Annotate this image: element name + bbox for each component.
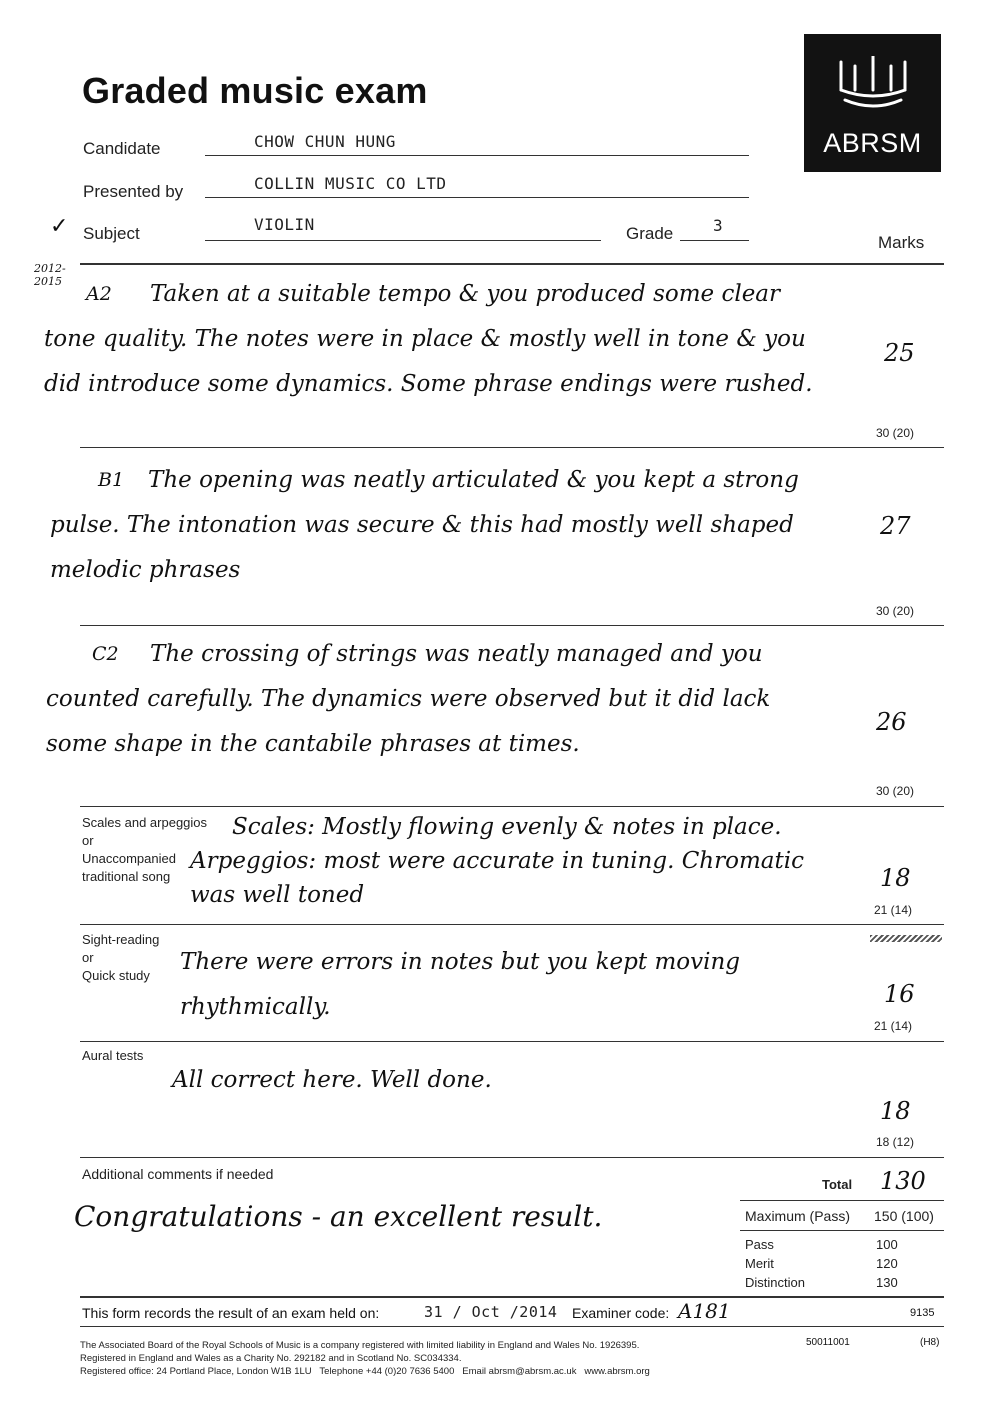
footer-divider	[80, 1296, 944, 1298]
record-text: This form records the result of an exam held on:	[82, 1305, 380, 1321]
scales-label-line-2: or	[82, 833, 94, 848]
examiner-code: A181	[678, 1299, 731, 1323]
scales-mark: 18	[880, 864, 911, 892]
additional-label: Additional comments if needed	[82, 1166, 274, 1182]
section-a-mark: 25	[884, 339, 915, 367]
abrsm-logo	[804, 34, 941, 172]
legal-line-3: Registered office: 24 Portland Place, London W1B 1LU Telephone +44 (0)20 7636 5400 Email abrsm@abrsm.ac.uk www.abrsm.org	[80, 1366, 650, 1377]
section-c-divider	[80, 806, 944, 807]
section-a-max: 30 (20)	[876, 426, 915, 440]
crown-icon	[837, 56, 909, 116]
grade-underline	[680, 240, 749, 241]
pass-value: 100	[876, 1237, 898, 1252]
version-code: (H8)	[920, 1337, 940, 1348]
maximum-label: Maximum (Pass)	[745, 1208, 851, 1224]
scales-max: 21 (14)	[874, 903, 913, 917]
maximum-divider	[740, 1230, 944, 1231]
sight-label-line-1: Sight-reading	[82, 932, 160, 947]
scales-label	[82, 814, 207, 886]
section-b-max: 30 (20)	[876, 604, 915, 618]
subject-underline	[205, 240, 601, 241]
section-a-comment: Taken at a suitable tempo & you produced some clear tone quality. The notes were in place & mostly well in tone & you did introduce some dynamics. Some phrase endings were rushed.	[44, 281, 813, 397]
sight-label	[82, 931, 159, 985]
section-a-code: A2	[86, 283, 112, 305]
logo-text: ABRSM	[823, 128, 922, 158]
section-c-comment: The crossing of strings was neatly managed and you counted carefully. The dynamics were observed but it did lack some shape in the cantabile phrases at times.	[46, 641, 771, 757]
redacted-scribble	[870, 935, 942, 942]
tick-mark: ✓	[50, 214, 69, 239]
record-divider	[80, 1326, 944, 1327]
merit-label: Merit	[745, 1256, 774, 1271]
candidate-value: CHOW CHUN HUNG	[254, 132, 396, 151]
presented-by-label: Presented by	[83, 182, 184, 201]
maximum-value: 150 (100)	[874, 1208, 934, 1224]
page-title: Graded music exam	[82, 70, 428, 111]
section-c-max: 30 (20)	[876, 784, 915, 798]
aural-label: Aural tests	[82, 1048, 144, 1063]
sight-label-line-3: Quick study	[82, 968, 150, 983]
scales-label-line-1: Scales and arpeggios	[82, 815, 208, 830]
sight-divider	[80, 1041, 944, 1042]
total-value: 130	[880, 1167, 926, 1195]
sight-label-line-2: or	[82, 950, 94, 965]
presented-by-value: COLLIN MUSIC CO LTD	[254, 174, 447, 193]
total-label: Total	[822, 1177, 853, 1192]
candidate-underline	[205, 155, 749, 156]
additional-comment: Congratulations - an excellent result.	[74, 1200, 603, 1233]
distinction-value: 130	[876, 1275, 898, 1290]
total-divider	[740, 1200, 944, 1201]
grade-label: Grade	[626, 224, 674, 243]
exam-date: 31 / Oct /2014	[424, 1303, 558, 1321]
section-b-code: B1	[98, 469, 125, 491]
aural-max: 18 (12)	[876, 1135, 915, 1149]
distinction-label: Distinction	[745, 1275, 805, 1290]
section-c-mark: 26	[876, 708, 907, 736]
section-a-divider	[80, 447, 944, 448]
scales-comment: Scales: Mostly flowing evenly & notes in place. Arpeggios: most were accurate in tuning. Chromatic was well toned	[190, 814, 804, 908]
subject-value: VIOLIN	[254, 215, 315, 234]
form-number: 9135	[910, 1307, 935, 1319]
sight-max: 21 (14)	[874, 1019, 913, 1033]
legal-line-1: The Associated Board of the Royal Schools of Music is a company registered with limited liability in England and Wales No. 1926395.	[80, 1340, 640, 1351]
scales-divider	[80, 924, 944, 925]
header-divider	[80, 263, 944, 265]
section-c-code: C2	[92, 643, 119, 665]
aural-mark: 18	[880, 1097, 911, 1125]
merit-value: 120	[876, 1256, 898, 1271]
sight-comment: There were errors in notes but you kept moving rhythmically.	[180, 949, 740, 1020]
grade-value: 3	[713, 216, 724, 235]
scales-label-line-4: traditional song	[82, 869, 171, 884]
presented-by-underline	[205, 197, 749, 198]
examiner-label: Examiner code:	[572, 1305, 670, 1321]
candidate-label: Candidate	[83, 139, 161, 158]
date-note: 2012- 2015	[34, 262, 66, 288]
doc-code: 50011001	[806, 1337, 850, 1348]
section-b-mark: 27	[880, 512, 911, 540]
marks-label: Marks	[878, 233, 925, 252]
scales-label-line-3: Unaccompanied	[82, 851, 176, 866]
legal-line-2: Registered in England and Wales as a Charity No. 292182 and in Scotland No. SC034334.	[80, 1353, 462, 1364]
subject-label: Subject	[83, 224, 140, 243]
aural-comment: All correct here. Well done.	[172, 1067, 492, 1093]
pass-label: Pass	[745, 1237, 774, 1252]
legal-text	[80, 1339, 780, 1378]
sight-mark: 16	[884, 980, 915, 1008]
section-b-divider	[80, 625, 944, 626]
section-b-comment: The opening was neatly articulated & you kept a strong pulse. The intonation was secure & this had mostly well shaped melodic phrases	[50, 467, 799, 583]
aural-divider	[80, 1157, 944, 1158]
